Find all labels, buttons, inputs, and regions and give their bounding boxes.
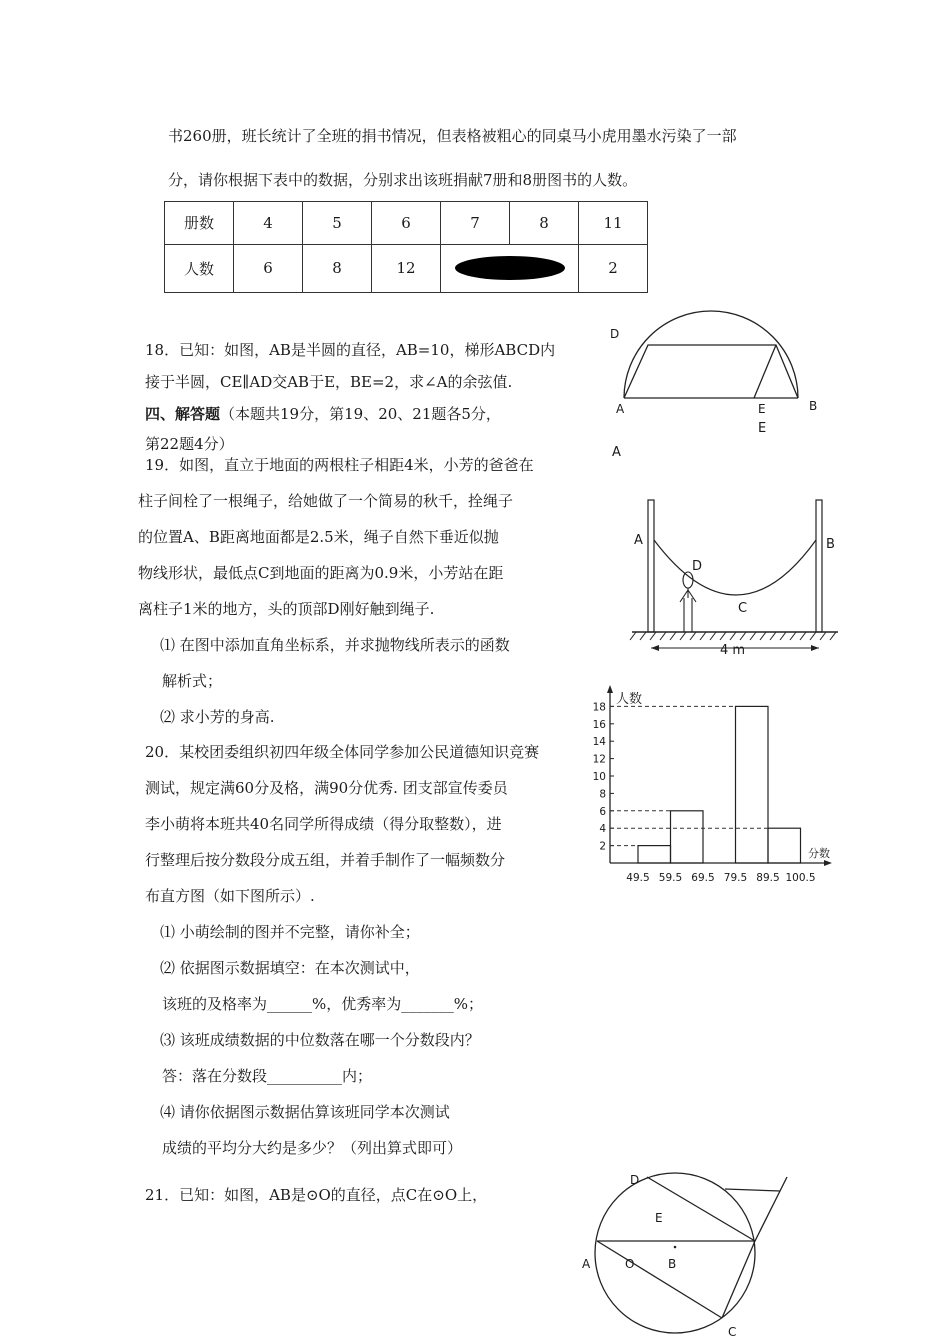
q19-sub-1: ⑴ 在图中添加直角坐标系，并求抛物线所表示的函数: [160, 636, 510, 654]
arrow-right: [811, 645, 819, 651]
label-e: E: [655, 1211, 663, 1225]
q20-line-4: 行整理后按分数段分成五组，并着手制作了一幅频数分: [145, 851, 506, 869]
intro-line-1: 书260册，班长统计了全班的捐书情况，但表格被粗心的同桌马小虎用墨水污染了一部: [168, 127, 737, 145]
label-b: B: [826, 537, 835, 552]
table-cell: 8: [303, 244, 372, 292]
y-tick-label: 8: [599, 788, 606, 801]
ink-blot: [455, 256, 565, 280]
y-axis-arrow: [607, 685, 613, 693]
rope-parabola: [654, 540, 816, 595]
q20-sub-2: ⑵ 依据图示数据填空：在本次测试中，: [160, 959, 420, 977]
label-d: D: [692, 559, 703, 574]
y-tick-label: 18: [592, 701, 606, 714]
histogram-bar: [671, 811, 704, 863]
label-d: D: [630, 1173, 640, 1187]
q19-line-2: 柱子间栓了一根绳子，给她做了一个简易的秋千，拴绳子: [138, 492, 514, 510]
left-pole: [648, 500, 654, 632]
y-tick-label: 12: [592, 753, 606, 766]
x-tick-label: 100.5: [785, 872, 816, 884]
intro-line-2: 分，请你根据下表中的数据，分别求出该班捐献7册和8册图书的人数。: [168, 171, 638, 189]
table-cell: 6: [372, 202, 441, 245]
q18-line-2: 接于半圆，CE∥AD交AB于E，BE=2，求∠A的余弦值.: [145, 373, 513, 391]
q20-sub-1: ⑴ 小萌绘制的图并不完整，请你补全；: [160, 923, 420, 941]
label-b: B: [809, 399, 818, 413]
section-4-title: 四、解答题: [145, 405, 221, 423]
book-donation-table: [164, 201, 648, 293]
table-cell: 11: [579, 202, 648, 245]
q19-line-4: 物线形状，最低点C到地面的距离为0.9米，小芳站在距: [138, 564, 504, 582]
center-dot: [674, 1246, 677, 1249]
x-axis-label: 分数: [808, 847, 830, 860]
tangent-line: [755, 1177, 787, 1241]
y-axis-label: 人数: [616, 692, 643, 707]
q20-line-1: 20．某校团委组织初四年级全体同学参加公民道德知识竞赛: [145, 743, 540, 761]
ink-blot-cell: [441, 244, 579, 292]
q20-sub-2b: 该班的及格率为______%，优秀率为_______%；: [162, 995, 484, 1013]
q20-sub-3b: 答：落在分数段__________内；: [162, 1067, 373, 1085]
y-tick-label: 10: [592, 771, 606, 783]
label-o: O: [625, 1257, 635, 1271]
q20-line-5: 布直方图（如下图所示）.: [145, 887, 315, 905]
table-cell: 12: [372, 244, 441, 292]
label-b: B: [668, 1257, 677, 1271]
section-4-note: （本题共19分，第19、20、21题各5分，: [220, 405, 501, 423]
table-cell: 2: [579, 244, 648, 292]
label-a: A: [616, 402, 625, 416]
table-row: [165, 202, 648, 245]
circle-figure: [575, 1165, 815, 1340]
y-tick-label: 16: [592, 718, 606, 731]
label-c: C: [728, 1325, 737, 1339]
label-d: D: [610, 327, 620, 341]
q18-line-1: 18．已知：如图，AB是半圆的直径，AB=10，梯形ABCD内: [145, 341, 556, 359]
swing-figure: [620, 490, 860, 660]
arrow-left: [651, 645, 659, 651]
table-cell: 8: [510, 202, 579, 245]
table-cell: 6: [234, 244, 303, 292]
q19-line-3: 的位置A、B距离地面都是2.5米，绳子自然下垂近似抛: [138, 528, 499, 546]
ground-hatching: [630, 632, 836, 640]
label-c: C: [738, 601, 748, 616]
circle-o: [595, 1173, 755, 1333]
histogram-bar: [768, 828, 801, 863]
x-axis-arrow: [824, 860, 832, 866]
q19-sub-1b: 解析式；: [162, 672, 223, 690]
table-cell: 人数: [165, 244, 234, 292]
q19-sub-2: ⑵ 求小芳的身高.: [160, 708, 275, 726]
q21-line: 21．已知：如图，AB是⊙O的直径，点C在⊙O上，: [145, 1186, 488, 1204]
x-tick-label: 69.5: [691, 872, 715, 884]
trapezoid-abcd: [624, 345, 798, 398]
x-tick-label: 49.5: [626, 872, 650, 884]
y-tick-label: 4: [599, 823, 606, 836]
q20-sub-4b: 成绩的平均分大约是多少？（列出算式即可）: [162, 1139, 463, 1157]
frequency-histogram: [590, 675, 850, 895]
table-cell: 5: [303, 202, 372, 245]
y-tick-label: 14: [592, 736, 606, 749]
label-a: A: [634, 533, 643, 548]
q19-line-5: 离柱子1米的地方，头的顶部D刚好触到绳子.: [138, 600, 435, 618]
x-tick-label: 59.5: [658, 872, 683, 884]
label-a-extra: A: [612, 445, 621, 460]
q20-sub-3: ⑶ 该班成绩数据的中位数落在哪一个分数段内？: [160, 1031, 480, 1049]
q20-sub-4: ⑷ 请你依据图示数据估算该班同学本次测试: [160, 1103, 450, 1121]
q20-line-3: 李小萌将本班共40名同学所得成绩（得分取整数），进: [145, 815, 502, 833]
table-cell: 7: [441, 202, 510, 245]
label-a: A: [582, 1257, 591, 1271]
table-cell: 4: [234, 202, 303, 245]
label-e-extra: E: [758, 421, 767, 436]
segment-d-tangent: [725, 1189, 780, 1191]
table-row: [165, 244, 648, 292]
x-tick-label: 79.5: [723, 872, 748, 884]
right-pole: [816, 500, 822, 632]
q20-line-2: 测试，规定满60分及格，满90分优秀. 团支部宣传委员: [145, 779, 508, 797]
distance-label: 4 m: [720, 643, 746, 658]
y-tick-label: 2: [599, 840, 606, 853]
section-4-note-2: 第22题4分）: [145, 435, 234, 453]
semicircle-trapezoid-figure: [600, 310, 840, 470]
y-tick-label: 6: [599, 805, 606, 818]
segment-ce: [754, 345, 776, 398]
chord-db: [647, 1177, 755, 1241]
histogram-bar: [736, 706, 769, 863]
q19-line-1: 19．如图，直立于地面的两根柱子相距4米，小芳的爸爸在: [145, 456, 534, 474]
girl-figure: [680, 572, 696, 632]
label-e: E: [758, 402, 766, 416]
histogram-bar: [638, 846, 671, 863]
section-4-heading: [145, 404, 501, 424]
x-tick-label: 89.5: [756, 872, 780, 884]
table-cell: 册数: [165, 202, 234, 245]
